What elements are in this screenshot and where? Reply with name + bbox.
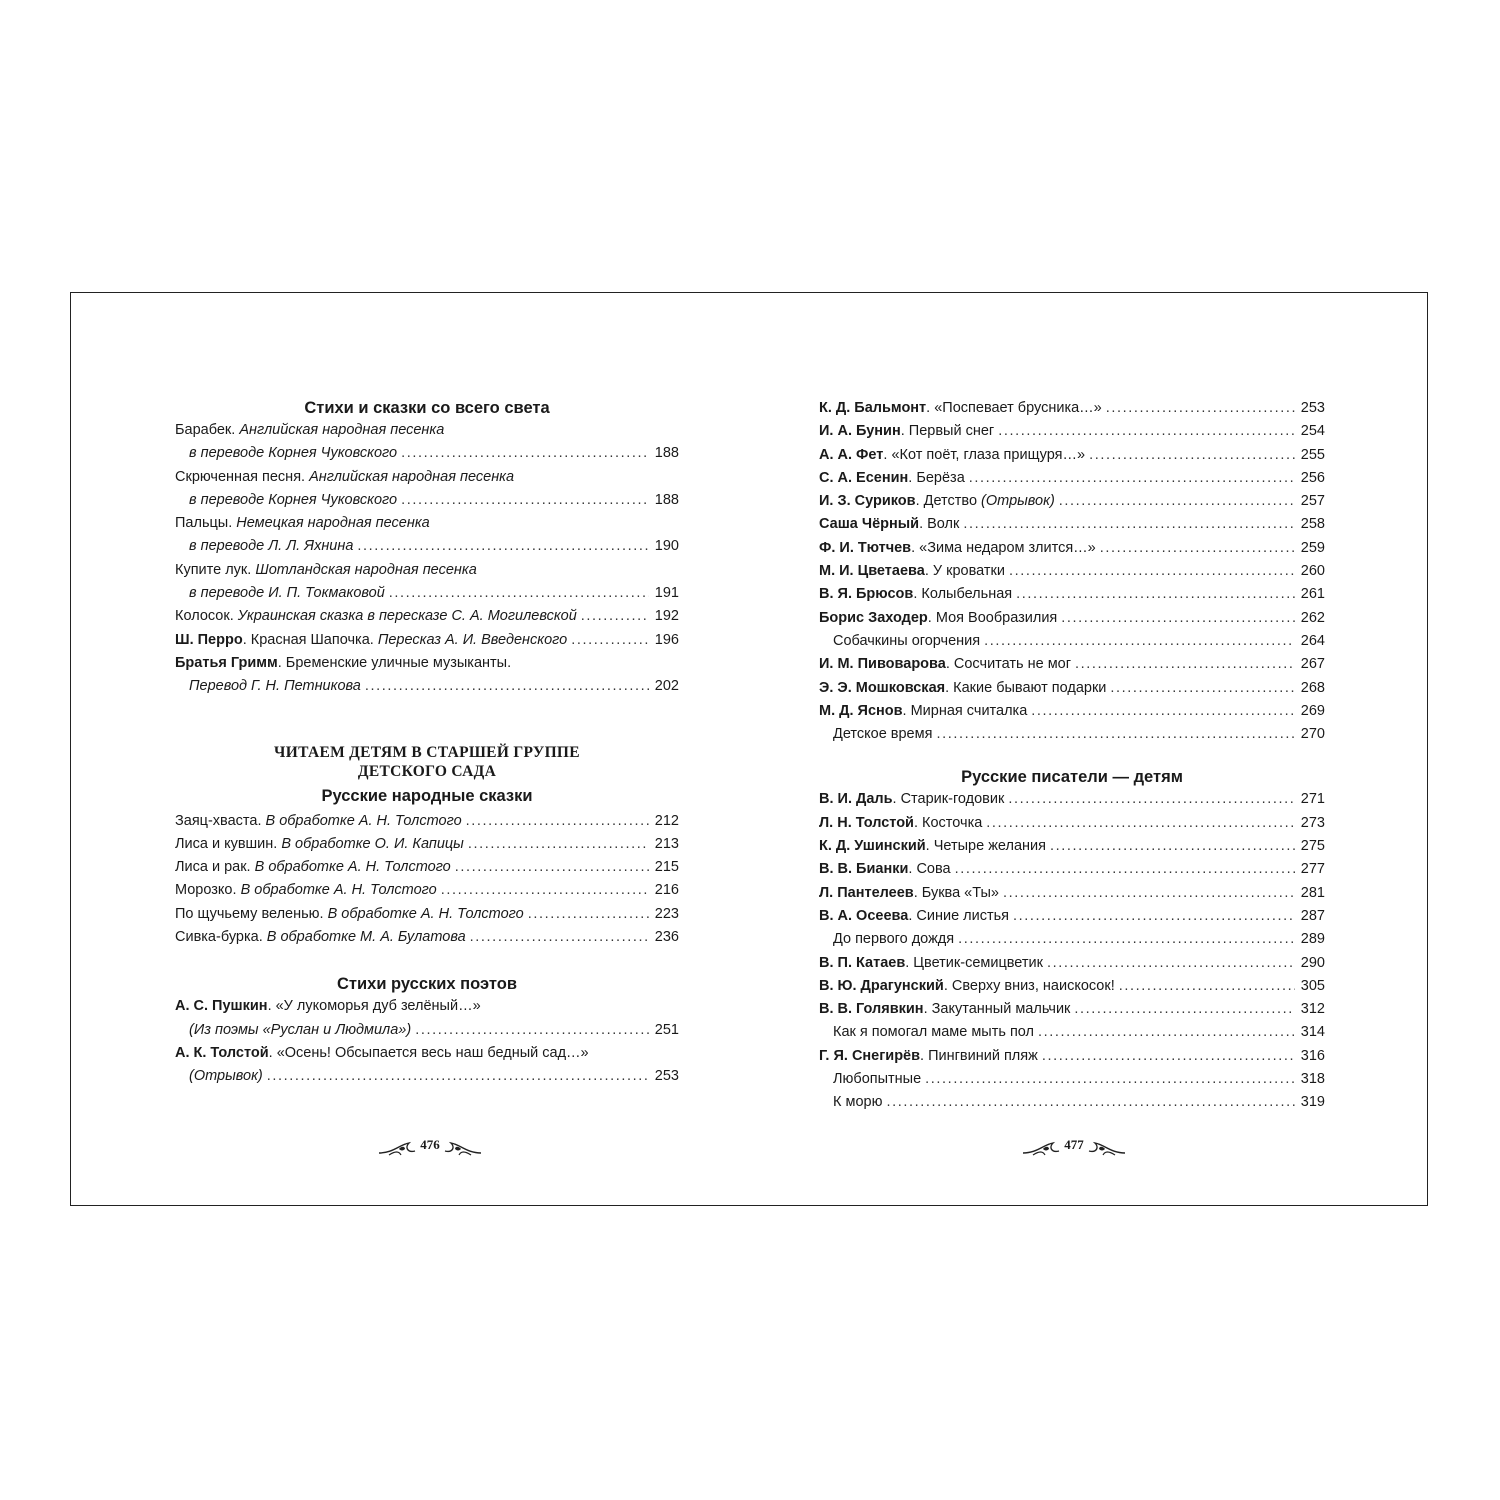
toc-entry	[819, 723, 1325, 746]
author-name: Борис Заходер	[819, 609, 928, 626]
dot-leader	[581, 605, 649, 628]
entry-title: . Бременские уличные музыканты.	[277, 654, 512, 671]
entry-title: . Сова	[908, 861, 951, 878]
author-name: А. С. Пушкин	[175, 998, 268, 1015]
dot-leader	[528, 903, 649, 926]
page-ref: 268	[1300, 679, 1325, 696]
toc-entry	[819, 1045, 1325, 1068]
entry-title: До первого дождя	[833, 931, 955, 948]
toc-entry	[175, 466, 679, 489]
entry-title: Собачкины огорчения	[833, 632, 981, 649]
page-ref: 316	[1300, 1047, 1325, 1064]
dot-leader	[1009, 560, 1295, 583]
entry-title: Сивка-бурка.	[175, 929, 267, 946]
entry-note: В обработке М. А. Булатова	[266, 929, 466, 946]
dot-leader	[1016, 583, 1295, 606]
toc-entry	[819, 812, 1325, 835]
page-ref: 256	[1300, 469, 1325, 486]
author-name: А. А. Фет	[819, 446, 884, 463]
page-ref: 202	[654, 678, 679, 695]
toc-entry	[819, 905, 1325, 928]
author-name: М. Д. Яснов	[819, 702, 903, 719]
dot-leader	[986, 812, 1295, 835]
toc-entry	[819, 975, 1325, 998]
page-ref: 287	[1300, 907, 1325, 924]
dot-leader	[1050, 835, 1295, 858]
dot-leader	[466, 810, 649, 833]
dot-leader	[1042, 1045, 1295, 1068]
page-ref: 262	[1300, 609, 1325, 626]
entry-title: . Мирная считалка	[902, 702, 1028, 719]
page-number-text: 477	[1064, 1137, 1084, 1152]
page-ref: 312	[1300, 1001, 1325, 1018]
page-ref: 318	[1300, 1071, 1325, 1088]
page-ref: 216	[654, 882, 679, 899]
page-ref: 257	[1300, 493, 1325, 510]
entry-title: Пальцы.	[175, 515, 237, 532]
page-ref: 223	[654, 905, 679, 922]
dot-leader	[1074, 998, 1295, 1021]
entry-title: . Четыре желания	[925, 838, 1046, 855]
page-ref: 213	[654, 835, 679, 852]
page-ref: 253	[654, 1068, 679, 1085]
author-name: В. А. Осеева	[819, 907, 909, 924]
page-ref: 271	[1300, 791, 1325, 808]
toc-entry	[175, 559, 679, 582]
dot-leader	[1031, 700, 1295, 723]
entry-title: . «Кот поёт, глаза прищуря…»	[883, 446, 1086, 463]
entry-title: . Цветик-семицветик	[905, 954, 1043, 971]
entry-note: В обработке А. Н. Толстого	[254, 859, 451, 876]
toc-entry	[819, 835, 1325, 858]
toc-entry	[819, 998, 1325, 1021]
entry-note: (Из поэмы «Руслан и Людмила»)	[189, 1021, 412, 1038]
entry-title: . «У лукоморья дуб зелёный…»	[267, 998, 481, 1015]
toc-entry	[819, 882, 1325, 905]
page-ref: 261	[1300, 586, 1325, 603]
entry-title: . «Зима недаром злится…»	[911, 539, 1096, 556]
dot-leader	[1003, 882, 1295, 905]
toc-entry	[175, 1065, 679, 1088]
dot-leader	[1119, 975, 1295, 998]
entry-note: В обработке О. И. Капицы	[281, 835, 464, 852]
toc-entry	[175, 675, 679, 698]
page-ref: 305	[1300, 977, 1325, 994]
toc-entry	[819, 467, 1325, 490]
author-name: Л. Н. Толстой	[819, 814, 914, 831]
entry-note: (Отрывок)	[189, 1068, 263, 1085]
toc-list-folk-tales	[175, 810, 679, 950]
entry-note: Английская народная песенка	[239, 422, 445, 438]
toc-entry	[175, 810, 679, 833]
toc-entry	[175, 1042, 679, 1065]
page-ref: 253	[1300, 400, 1325, 416]
right-page	[819, 293, 1325, 1115]
dot-leader	[1061, 607, 1295, 630]
book-spread	[70, 292, 1428, 1206]
entry-title: Купите лук.	[175, 561, 256, 578]
left-page	[175, 293, 679, 1089]
toc-entry	[175, 833, 679, 856]
toc-entry	[175, 489, 679, 512]
dot-leader	[1047, 952, 1295, 975]
toc-entry	[819, 788, 1325, 811]
page-ref: 196	[654, 631, 679, 648]
author-name: К. Д. Бальмонт	[819, 400, 927, 416]
dot-leader	[984, 630, 1295, 653]
page-ref: 267	[1300, 656, 1325, 673]
entry-title: По щучьему веленью.	[175, 905, 328, 922]
author-name: И. М. Пивоварова	[819, 656, 946, 673]
toc-entry	[175, 903, 679, 926]
toc-entry	[819, 1091, 1325, 1114]
entry-title: Любопытные	[833, 1071, 922, 1088]
toc-entry	[819, 607, 1325, 630]
entry-title: . Сосчитать не мог	[945, 656, 1072, 673]
toc-entry	[819, 700, 1325, 723]
dot-leader	[365, 675, 649, 698]
toc-entry	[175, 926, 679, 949]
dot-leader	[468, 833, 649, 856]
toc-entry	[175, 629, 679, 652]
dot-leader	[267, 1065, 649, 1088]
toc-entry	[175, 995, 679, 1018]
author-name: В. П. Катаев	[819, 954, 906, 971]
dot-leader	[963, 513, 1295, 536]
dot-leader	[1059, 490, 1295, 513]
entry-title: . Какие бывают подарки	[945, 679, 1107, 696]
toc-entry	[819, 1068, 1325, 1091]
entry-note: Пересказ А. И. Введенского	[377, 631, 568, 648]
entry-title: . Косточка	[913, 814, 983, 831]
page-ref: 319	[1300, 1094, 1325, 1111]
author-name: И. А. Бунин	[819, 423, 901, 440]
toc-entry	[819, 420, 1325, 443]
toc-entry	[819, 583, 1325, 606]
entry-title: Заяц-хваста.	[175, 812, 266, 829]
dot-leader	[936, 723, 1295, 746]
page-ref: 212	[654, 812, 679, 829]
entry-title: . Закутанный мальчик	[923, 1001, 1071, 1018]
author-name: Саша Чёрный	[819, 516, 920, 533]
toc-entry	[819, 444, 1325, 467]
toc-entry	[819, 928, 1325, 951]
page-ref: 190	[654, 538, 679, 555]
toc-entry	[175, 856, 679, 879]
entry-title: . Моя Вообразилия	[927, 609, 1058, 626]
entry-note: в переводе Л. Л. Яхнина	[189, 538, 354, 555]
entry-title: Как я помогал маме мыть пол	[833, 1024, 1035, 1041]
entry-note: Шотландская народная песенка	[255, 561, 477, 578]
author-name: М. И. Цветаева	[819, 563, 925, 580]
author-name: Э. Э. Мошковская	[819, 679, 946, 696]
entry-title: Лиса и рак.	[175, 859, 255, 876]
entry-note: Перевод Г. Н. Петникова	[189, 678, 361, 695]
author-name: А. К. Толстой	[175, 1044, 269, 1061]
toc-entry	[175, 535, 679, 558]
entry-title: . Сверху вниз, наискосок!	[943, 977, 1115, 994]
entry-note: (Отрывок)	[981, 493, 1055, 510]
dot-leader	[1013, 905, 1295, 928]
dot-leader	[1038, 1021, 1295, 1044]
author-name: В. В. Бианки	[819, 861, 909, 878]
dot-leader	[415, 1019, 649, 1042]
entry-title: Детское время	[833, 726, 933, 743]
entry-title: . Пингвиний пляж	[920, 1047, 1038, 1064]
author-name: Братья Гримм	[175, 654, 278, 671]
section-title-folk-tales: Русские народные сказки	[321, 786, 533, 805]
entry-title: Скрюченная песня.	[175, 468, 310, 485]
toc-entry	[175, 879, 679, 902]
entry-title: Лиса и кувшин.	[175, 835, 282, 852]
author-name: К. Д. Ушинский	[819, 838, 926, 855]
toc-entry	[175, 582, 679, 605]
toc-entry	[175, 419, 679, 442]
dot-leader	[1110, 677, 1295, 700]
author-name: В. В. Голявкин	[819, 1001, 924, 1018]
toc-entry	[175, 442, 679, 465]
entry-title: К морю	[833, 1094, 883, 1111]
dot-leader	[470, 926, 649, 949]
toc-entry	[175, 1019, 679, 1042]
toc-entry	[819, 490, 1325, 513]
dot-leader	[441, 879, 649, 902]
section-title-world: Стихи и сказки со всего света	[304, 399, 550, 417]
page-ref: 264	[1300, 632, 1325, 649]
page-ref: 254	[1300, 423, 1325, 440]
author-name: И. З. Суриков	[819, 493, 916, 510]
entry-title: . Колыбельная	[913, 586, 1013, 603]
dot-leader	[925, 1068, 1295, 1091]
dot-leader	[455, 856, 649, 879]
toc-list-russian-poets-continued	[819, 397, 1325, 746]
toc-entry	[819, 560, 1325, 583]
page-ref: 255	[1300, 446, 1325, 463]
page-ref: 236	[654, 929, 679, 946]
toc-entry	[819, 653, 1325, 676]
page-ref: 192	[654, 608, 679, 625]
author-name: В. Ю. Драгунский	[819, 977, 944, 994]
entry-title: . Первый снег	[900, 423, 995, 440]
entry-title: . Старик-годовик	[892, 791, 1005, 808]
entry-note: Немецкая народная песенка	[236, 515, 430, 532]
dot-leader	[571, 629, 649, 652]
page-number-right	[1019, 1131, 1129, 1161]
page-ref: 188	[654, 445, 679, 462]
page-ref: 289	[1300, 931, 1325, 948]
part-title-line-2: ДЕТСКОГО САДА	[357, 762, 497, 780]
toc-entry	[819, 677, 1325, 700]
dot-leader	[1008, 788, 1295, 811]
dot-leader	[357, 535, 649, 558]
author-name: В. И. Даль	[819, 791, 893, 808]
page-ref: 188	[654, 491, 679, 508]
entry-note: в переводе Корнея Чуковского	[189, 491, 398, 508]
dot-leader	[1075, 653, 1295, 676]
entry-title: . Красная Шапочка.	[242, 631, 378, 648]
page-ref: 191	[654, 585, 679, 602]
page-number-text: 476	[420, 1137, 440, 1152]
entry-title: . «Осень! Обсыпается весь наш бедный сад…»	[268, 1044, 589, 1061]
toc-entry	[819, 952, 1325, 975]
page-ref: 273	[1300, 814, 1325, 831]
dot-leader	[886, 1091, 1295, 1114]
entry-note: В обработке А. Н. Толстого	[327, 905, 524, 922]
dot-leader	[955, 858, 1295, 881]
dot-leader	[1100, 537, 1295, 560]
page-ref: 260	[1300, 563, 1325, 580]
toc-entry	[175, 512, 679, 535]
section-title-russian-writers: Русские писатели — детям	[961, 768, 1183, 787]
entry-title: . Синие листья	[908, 907, 1010, 924]
toc-list-russian-writers	[819, 788, 1325, 1114]
toc-entry	[819, 397, 1325, 420]
author-name: Г. Я. Снегирёв	[819, 1047, 921, 1064]
page-ref: 314	[1300, 1024, 1325, 1041]
page-number-left	[375, 1131, 485, 1161]
part-title-line-1: ЧИТАЕМ ДЕТЯМ В СТАРШЕЙ ГРУППЕ	[274, 743, 580, 761]
entry-title: Морозко.	[175, 882, 241, 899]
author-name: Л. Пантелеев	[819, 884, 914, 901]
dot-leader	[401, 442, 649, 465]
toc-entry	[819, 537, 1325, 560]
page-ref: 275	[1300, 838, 1325, 855]
entry-note: В обработке А. Н. Толстого	[265, 812, 462, 829]
page-ref: 277	[1300, 861, 1325, 878]
entry-title: . Детство	[915, 493, 982, 510]
entry-note: в переводе И. П. Токмаковой	[189, 585, 385, 602]
page-ref: 258	[1300, 516, 1325, 533]
toc-entry	[819, 1021, 1325, 1044]
entry-note: Украинская сказка в пересказе С. А. Могилевской	[237, 608, 577, 625]
toc-entry	[175, 605, 679, 628]
entry-note: Английская народная песенка	[309, 468, 515, 485]
author-name: Ш. Перро	[175, 631, 243, 648]
page-ref: 215	[654, 859, 679, 876]
toc-entry	[819, 513, 1325, 536]
entry-note: в переводе Корнея Чуковского	[189, 445, 398, 462]
entry-note: В обработке А. Н. Толстого	[240, 882, 437, 899]
entry-title: . Берёза	[908, 469, 965, 486]
author-name: В. Я. Брюсов	[819, 586, 914, 603]
dot-leader	[389, 582, 649, 605]
page-ref: 269	[1300, 702, 1325, 719]
entry-title: . Буква «Ты»	[913, 884, 999, 901]
section-title-russian-poets: Стихи русских поэтов	[337, 975, 517, 994]
toc-list-world	[175, 419, 679, 699]
author-name: Ф. И. Тютчев	[819, 539, 912, 556]
toc-entry	[819, 858, 1325, 881]
toc-entry	[175, 652, 679, 675]
entry-title: . У кроватки	[924, 563, 1005, 580]
page-ref: 251	[654, 1021, 679, 1038]
page-ref: 259	[1300, 539, 1325, 556]
dot-leader	[958, 928, 1295, 951]
page-ref: 290	[1300, 954, 1325, 971]
dot-leader	[1106, 397, 1295, 420]
dot-leader	[998, 420, 1295, 443]
toc-entry	[819, 630, 1325, 653]
author-name: С. А. Есенин	[819, 469, 909, 486]
toc-list-russian-poets	[175, 995, 679, 1088]
entry-title: Колосок.	[175, 608, 238, 625]
entry-title: Барабек.	[175, 422, 240, 438]
entry-title: . Волк	[919, 516, 960, 533]
entry-title: . «Поспевает брусника…»	[926, 400, 1102, 416]
page-ref: 281	[1300, 884, 1325, 901]
dot-leader	[1089, 444, 1295, 467]
dot-leader	[401, 489, 649, 512]
page-ref: 270	[1300, 726, 1325, 743]
dot-leader	[969, 467, 1295, 490]
